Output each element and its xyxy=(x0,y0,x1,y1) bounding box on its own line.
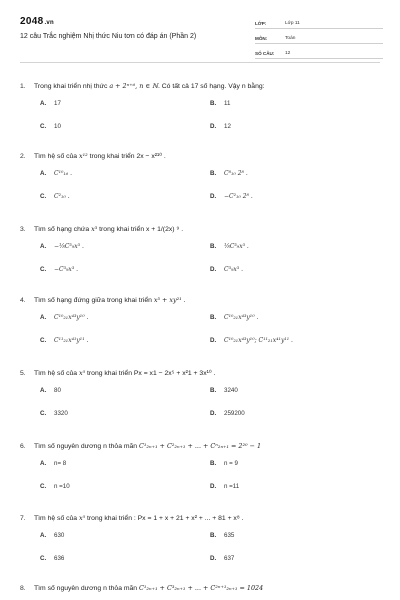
meta-row-class xyxy=(255,14,383,29)
option-text: 12 xyxy=(224,123,231,130)
question-text: Tìm số hạng đứng giữa trong khai triển xyxy=(34,297,152,304)
question-stem xyxy=(20,369,380,378)
question-number: 2. xyxy=(20,153,26,160)
option-letter: A. xyxy=(40,532,47,539)
option-c[interactable] xyxy=(40,266,78,273)
question-number: 7. xyxy=(20,515,26,522)
question-7 xyxy=(20,514,380,567)
option-text: C⁸₁₀ 2⁸ . xyxy=(224,170,248,177)
document-title: 12 câu Trắc nghiệm Nhị thức Niu tơn có đáp án (Phần 2) xyxy=(20,33,197,40)
option-letter: D. xyxy=(210,266,217,273)
option-a[interactable] xyxy=(40,314,88,321)
option-a[interactable] xyxy=(40,532,64,539)
question-math: x¹² xyxy=(78,152,88,160)
question-text: Tìm số hạng chứa xyxy=(34,226,90,233)
option-text: n =10 xyxy=(54,483,70,490)
meta-label: LỚP: xyxy=(255,21,267,26)
meta-row-count xyxy=(255,44,383,59)
question-8 xyxy=(20,584,380,593)
option-a[interactable] xyxy=(40,243,84,250)
option-d[interactable] xyxy=(210,555,234,562)
question-text: Tìm hệ số của xyxy=(34,153,78,160)
option-letter: C. xyxy=(40,337,47,344)
question-tail: . xyxy=(181,297,186,304)
option-c[interactable] xyxy=(40,123,61,130)
question-math: a + 2ⁿ⁺⁶, n ∈ ℕ xyxy=(109,82,158,90)
question-math: C¹₂ₙ₊₁ + C²₂ₙ₊₁ + ... + Cⁿ₂ₙ₊₁ = 2²⁰ − 1 xyxy=(138,442,262,450)
option-text: −C³₉x³ . xyxy=(54,266,79,273)
option-b[interactable] xyxy=(210,100,230,107)
question-math: x⁵ xyxy=(78,514,86,522)
option-text: 637 xyxy=(224,555,235,562)
question-stem xyxy=(20,442,380,451)
option-text: 17 xyxy=(54,100,61,107)
meta-row-subject xyxy=(255,29,383,44)
meta-value: Lớp 11 xyxy=(285,21,300,26)
option-letter: C. xyxy=(40,193,47,200)
option-text: ⅛C³₉x³ . xyxy=(224,243,249,250)
meta-label: MÔN: xyxy=(255,36,268,41)
question-3 xyxy=(20,225,380,278)
header-divider xyxy=(20,62,380,63)
option-letter: D. xyxy=(210,410,217,417)
option-c[interactable] xyxy=(40,410,68,417)
question-text: Tìm số nguyên dương n thỏa mãn xyxy=(34,585,138,592)
question-stem xyxy=(20,296,380,305)
option-letter: A. xyxy=(40,387,47,394)
option-letter: C. xyxy=(40,266,47,273)
option-text: C²₁₀ . xyxy=(54,193,70,200)
question-text: Tìm số nguyên dương n thỏa mãn xyxy=(34,443,138,450)
option-letter: D. xyxy=(210,483,217,490)
question-stem xyxy=(20,584,380,593)
option-letter: B. xyxy=(210,387,217,394)
question-5 xyxy=(20,369,380,422)
option-b[interactable] xyxy=(210,532,234,539)
question-tail: trong khai triển x + 1/(2x) ⁹ . xyxy=(97,226,184,233)
option-a[interactable] xyxy=(40,170,72,177)
page-header xyxy=(0,0,400,62)
option-b[interactable] xyxy=(210,314,258,321)
option-text: 10 xyxy=(54,123,61,130)
option-b[interactable] xyxy=(210,387,238,394)
option-text: n =11 xyxy=(224,483,240,490)
option-d[interactable] xyxy=(210,266,243,273)
question-stem xyxy=(20,514,380,523)
option-text: 11 xyxy=(224,100,231,107)
option-text: C¹⁰₂₁x⁴³y¹⁰; C¹¹₂₁x⁴¹y¹¹ . xyxy=(224,337,293,344)
question-number: 6. xyxy=(20,443,26,450)
option-letter: B. xyxy=(210,100,217,107)
option-c[interactable] xyxy=(40,483,70,490)
option-text: C¹¹₂₁x⁴¹y¹¹ . xyxy=(54,337,89,344)
answer-options xyxy=(20,305,380,349)
question-2 xyxy=(20,152,380,205)
option-text: 80 xyxy=(54,387,61,394)
option-text: 630 xyxy=(54,532,65,539)
option-text: C¹⁰₂₁x⁴³y¹⁰ . xyxy=(224,314,259,321)
option-letter: B. xyxy=(210,314,217,321)
option-d[interactable] xyxy=(210,483,239,490)
logo-suffix: .vn xyxy=(44,20,55,26)
question-stem xyxy=(20,225,380,234)
option-text: −C²₁₀ 2⁸ . xyxy=(224,193,253,200)
option-c[interactable] xyxy=(40,337,88,344)
option-letter: A. xyxy=(40,170,47,177)
option-d[interactable] xyxy=(210,410,245,417)
option-b[interactable] xyxy=(210,170,248,177)
option-letter: C. xyxy=(40,483,47,490)
meta-info xyxy=(255,14,383,59)
option-letter: B. xyxy=(210,532,217,539)
question-text: Trong khai triển nhị thức xyxy=(34,83,108,90)
answer-options xyxy=(20,523,380,567)
option-text: 3240 xyxy=(224,387,238,394)
option-letter: A. xyxy=(40,100,47,107)
question-number: 3. xyxy=(20,226,26,233)
option-letter: D. xyxy=(210,555,217,562)
option-text: 636 xyxy=(54,555,65,562)
question-text: Tìm hệ số của xyxy=(34,515,78,522)
meta-label: SỐ CÂU: xyxy=(255,51,275,56)
option-letter: D. xyxy=(210,193,217,200)
option-c[interactable] xyxy=(40,555,64,562)
question-tail: trong khai triển 2x − x²¹⁰ . xyxy=(87,153,166,160)
option-d[interactable] xyxy=(210,193,253,200)
option-b[interactable] xyxy=(210,243,249,250)
meta-value: Toán xyxy=(285,36,296,41)
question-math: C¹₂ₙ₊₁ + C³₂ₙ₊₁ + ... + C²ⁿ⁺¹₂ₙ₊₁ = 1024 xyxy=(138,584,264,592)
option-d[interactable] xyxy=(210,337,293,344)
option-letter: C. xyxy=(40,410,47,417)
option-letter: B. xyxy=(210,243,217,250)
question-stem xyxy=(20,82,380,91)
answer-options xyxy=(20,161,380,205)
option-text: 259200 xyxy=(224,410,245,417)
question-1 xyxy=(20,82,380,135)
question-text: Tìm hệ số của xyxy=(34,370,78,377)
question-number: 8. xyxy=(20,585,26,592)
question-number: 5. xyxy=(20,370,26,377)
answer-options xyxy=(20,234,380,278)
option-text: C³₉x³ . xyxy=(224,266,244,273)
option-text: 3320 xyxy=(54,410,68,417)
option-a[interactable] xyxy=(40,100,61,107)
question-math: x⁵ xyxy=(78,369,86,377)
question-6 xyxy=(20,442,380,495)
option-a[interactable] xyxy=(40,387,61,394)
question-number: 1. xyxy=(20,83,26,90)
question-math: x³ xyxy=(91,225,98,233)
option-letter: A. xyxy=(40,243,47,250)
option-letter: B. xyxy=(210,170,217,177)
option-letter: D. xyxy=(210,337,217,344)
question-tail: . Có tất cả 17 số hạng. Vậy n bằng: xyxy=(157,83,265,90)
meta-value: 12 xyxy=(285,51,291,56)
site-logo[interactable]: 2048.vn xyxy=(20,16,55,27)
option-d[interactable] xyxy=(210,123,231,130)
option-c[interactable] xyxy=(40,193,70,200)
option-text: n= 8 xyxy=(54,460,67,467)
option-text: n = 9 xyxy=(224,460,238,467)
option-text: C¹⁰₂₁x⁴³y¹⁰ . xyxy=(54,314,89,321)
question-tail: trong khai triển Px = x1 − 2x⁵ + x²1 + 3x¹⁰ . xyxy=(85,370,216,377)
option-letter: C. xyxy=(40,123,47,130)
option-b[interactable] xyxy=(210,460,238,467)
question-tail: trong khai triển : Px = 1 + x + 21 + x² + ... + 81 + x⁸ . xyxy=(85,515,244,522)
option-a[interactable] xyxy=(40,460,66,467)
question-stem xyxy=(20,152,380,161)
answer-options xyxy=(20,378,380,422)
answer-options xyxy=(20,451,380,495)
question-number: 4. xyxy=(20,297,26,304)
answer-options xyxy=(20,91,380,135)
option-letter: D. xyxy=(210,123,217,130)
option-text: 635 xyxy=(224,532,235,539)
question-4 xyxy=(20,296,380,349)
question-math: x³ + xy²¹ xyxy=(153,296,182,304)
option-text: −⅛C³₉x³ . xyxy=(54,243,84,250)
option-letter: B. xyxy=(210,460,217,467)
option-letter: A. xyxy=(40,314,47,321)
option-letter: A. xyxy=(40,460,47,467)
option-text: C¹⁰₁₆ . xyxy=(54,170,73,177)
option-letter: C. xyxy=(40,555,47,562)
